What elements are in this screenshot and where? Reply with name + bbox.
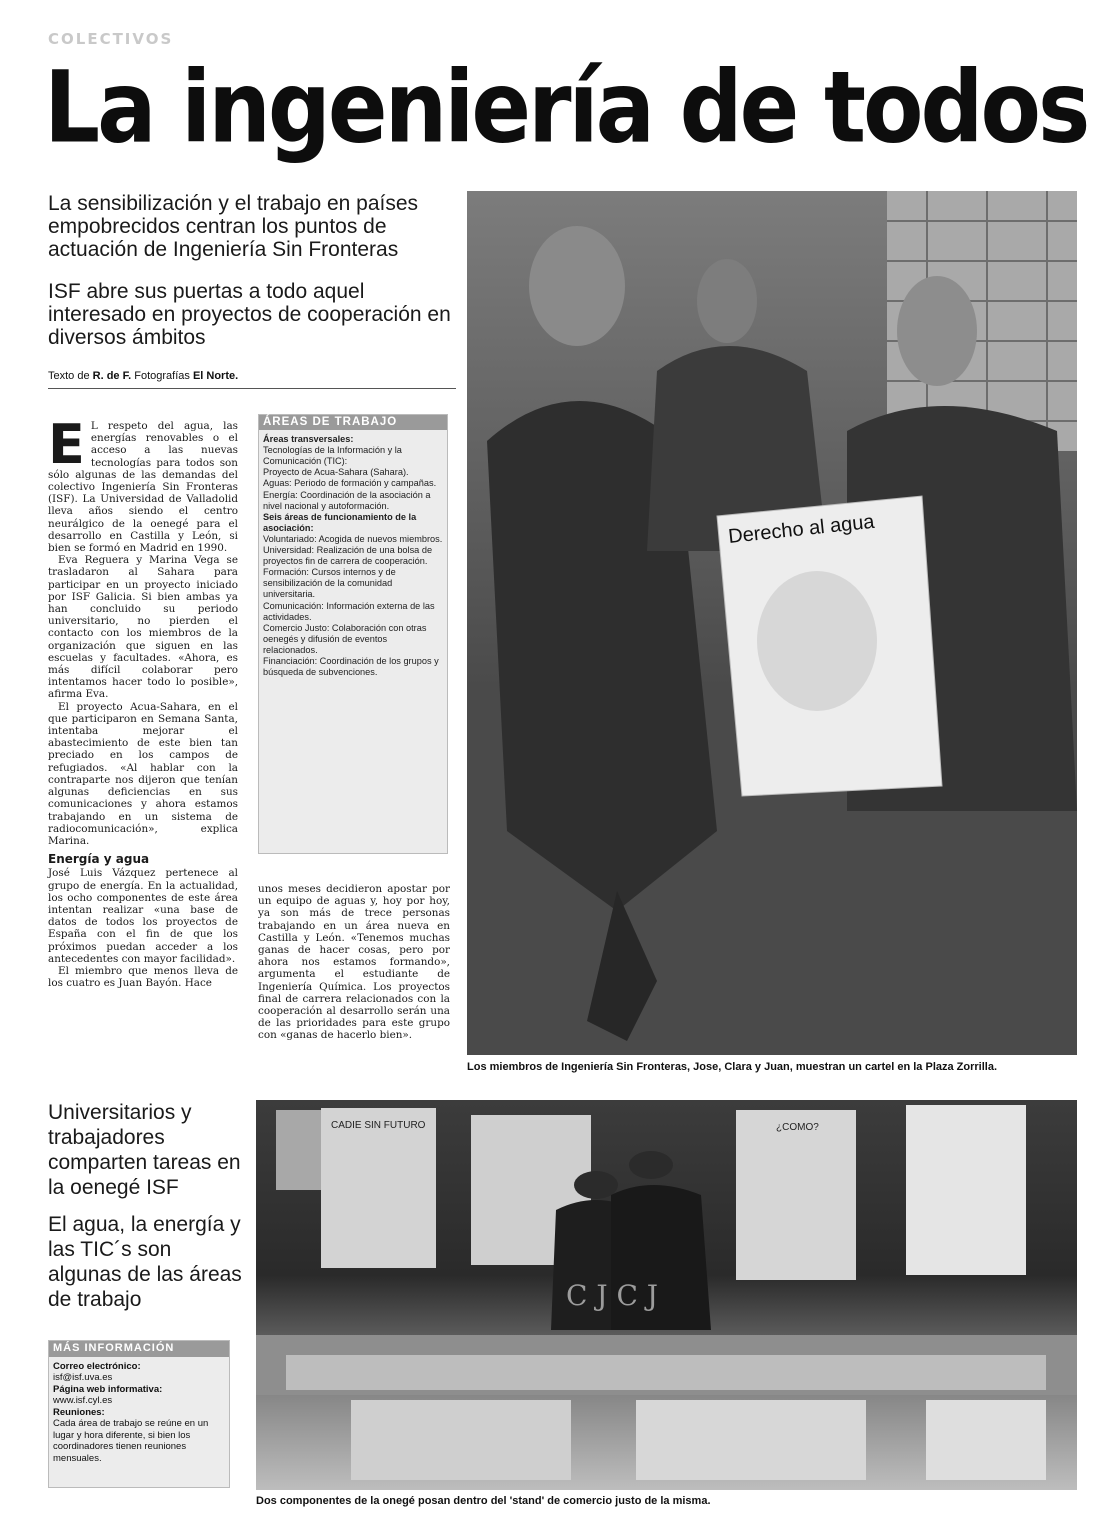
photo-2-caption: Dos componentes de la onegé posan dentro del 'stand' de comercio justo de la misma. bbox=[256, 1495, 711, 1507]
subhead: Energía y agua bbox=[48, 852, 150, 867]
paragraph-1-text: L respeto del agua, las energías renovables o el acceso a las nuevas tecnologías para todos son sólo algunas de las demandas del colectivo Ingeniería Sin Fronteras (ISF). La Universidad de Valladolid lleva años siendo el centro neurálgico de la oenegé para el desarrollo en Castilla y León, si bien se formó en Madrid en 1990. bbox=[48, 420, 238, 555]
stand-photo bbox=[256, 1100, 1077, 1490]
sidebar-heading-1: Áreas transversales: bbox=[263, 434, 354, 445]
byline bbox=[48, 370, 456, 389]
info-meetings-label: Reuniones: bbox=[53, 1406, 105, 1418]
info-title: MÁS INFORMACIÓN bbox=[49, 1341, 229, 1357]
sidebar-line: Voluntariado: Acogida de nuevos miembros. bbox=[263, 533, 443, 544]
sidebar-line: Comercio Justo: Colaboración con otras oenegés y difusión de eventos relacionados. bbox=[263, 622, 427, 655]
sidebar-line: Financiación: Coordinación de los grupos y búsqueda de subvenciones. bbox=[263, 655, 439, 678]
poster-text: Derecho al agua bbox=[727, 510, 876, 548]
sidebar-line: Tecnologías de la Información y la Comunicación (TIC): bbox=[263, 445, 402, 467]
byline-author: R. de F. bbox=[92, 370, 132, 382]
paragraph-1 bbox=[48, 413, 238, 555]
article-column-1 bbox=[48, 413, 238, 990]
info-meetings: Cada área de trabajo se reúne en un lugar y hora diferente, si bien los coordinadores tienen reuniones mensuales. bbox=[53, 1418, 209, 1464]
paragraph-3: El proyecto Acua-Sahara, en el que participaron en Semana Santa, intentaba mejorar el abastecimiento de este bien tan preciado en los campos de refugiados. «Al hablar con la contraparte nos dijeron que tenían algunas deficiencias en sus comunicaciones y ahora estamos trabajando en un sistema de radiocomunicación», explica Marina. bbox=[48, 700, 238, 847]
section-label: COLECTIVOS bbox=[48, 30, 174, 48]
article-column-2 bbox=[258, 883, 450, 1042]
sidebar-line: Energía: Coordinación de la asociación a nivel nacional y autoformación. bbox=[263, 489, 431, 511]
sidebar-heading-2: Seis áreas de funcionamiento de la asociación: bbox=[263, 511, 417, 533]
group-photo bbox=[467, 191, 1077, 1055]
stand-photo-illustration bbox=[256, 1100, 1077, 1490]
sidebar-line: Proyecto de Acua-Sahara (Sahara). bbox=[263, 467, 409, 478]
banner-1-text: CADIE SIN FUTURO bbox=[331, 1120, 426, 1131]
sidebar-title: ÁREAS DE TRABAJO bbox=[259, 415, 447, 430]
shirt-letters: C J C J bbox=[566, 1279, 658, 1312]
sidebar-line: Universidad: Realización de una bolsa de proyectos fin de carrera de cooperación. bbox=[263, 545, 433, 567]
sidebar-line: Formación: Cursos internos y de sensibilización de la comunidad universitaria. bbox=[263, 567, 396, 600]
dropcap: E bbox=[48, 413, 85, 476]
info-email: isf@isf.uva.es bbox=[53, 1372, 113, 1383]
info-web-label: Página web informativa: bbox=[53, 1383, 163, 1395]
info-web: www.isf.cyl.es bbox=[53, 1395, 113, 1406]
banner-2-text: ¿COMO? bbox=[776, 1122, 819, 1133]
deck-1: La sensibilización y el trabajo en países empobrecidos centran los puntos de actuación de Ingeniería Sin Fronteras bbox=[48, 192, 419, 261]
paragraph-5: El miembro que menos lleva de los cuatro es Juan Bayón. Hace bbox=[48, 964, 238, 990]
photo-1-caption: Los miembros de Ingeniería Sin Fronteras, Jose, Clara y Juan, muestran un cartel en la Plaza Zorrilla. bbox=[467, 1061, 998, 1073]
paragraph-4: José Luis Vázquez pertenece al grupo de energía. En la actualidad, los ocho componentes de este área intentan realizar «una base de datos de todos los proyectos de España con el fin de que los próximos puedan acceder a los antecedentes con mayor facilidad». bbox=[48, 867, 238, 965]
headline: La ingeniería de todos bbox=[44, 49, 1088, 166]
pullquote-2: El agua, la energía y las TIC´s son algunas de las áreas de trabajo bbox=[48, 1213, 242, 1311]
areas-sidebar bbox=[258, 414, 448, 854]
byline-text-prefix: Texto de bbox=[48, 370, 90, 382]
pullquote-1: Universitarios y trabajadores comparten tareas en la oenegé ISF bbox=[48, 1101, 241, 1199]
byline-photo-credit: El Norte. bbox=[192, 370, 239, 382]
sidebar-line: Comunicación: Información externa de las actividades. bbox=[263, 600, 435, 622]
byline-photo-prefix: Fotografías bbox=[134, 370, 190, 382]
info-email-label: Correo electrónico: bbox=[53, 1360, 141, 1372]
sidebar-line: Aguas: Periodo de formación y campañas. bbox=[263, 478, 437, 489]
deck-2: ISF abre sus puertas a todo aquel interesado en proyectos de cooperación en diversos ámbitos bbox=[48, 280, 451, 349]
more-info-box bbox=[48, 1340, 230, 1488]
paragraph-6: unos meses decidieron apostar por un equipo de aguas y, hoy por hoy, ya son más de trece personas trabajando en un área nueva en Castilla y León. «Tenemos muchas ganas de hacer cosas, pero por ahora nos estamos formando», argumenta el estudiante de Ingeniería Química. Los proyectos final de carrera relacionados con la cooperación al desarrollo serán una de las prioridades para este grupo con «ganas de hacerlo bien». bbox=[258, 883, 450, 1042]
group-photo-illustration bbox=[467, 191, 1077, 1055]
paragraph-2: Eva Reguera y Marina Vega se trasladaron al Sahara para participar en un proyecto iniciado por ISF Galicia. Si bien ambas ya han concluido su periodo universitario, no pierden el contacto con los miembros de la organización que siguen en las escuelas y facultades. «Ahora, es más difícil colaborar pero intentamos hacer todo lo posible», afirma Eva. bbox=[48, 554, 238, 701]
